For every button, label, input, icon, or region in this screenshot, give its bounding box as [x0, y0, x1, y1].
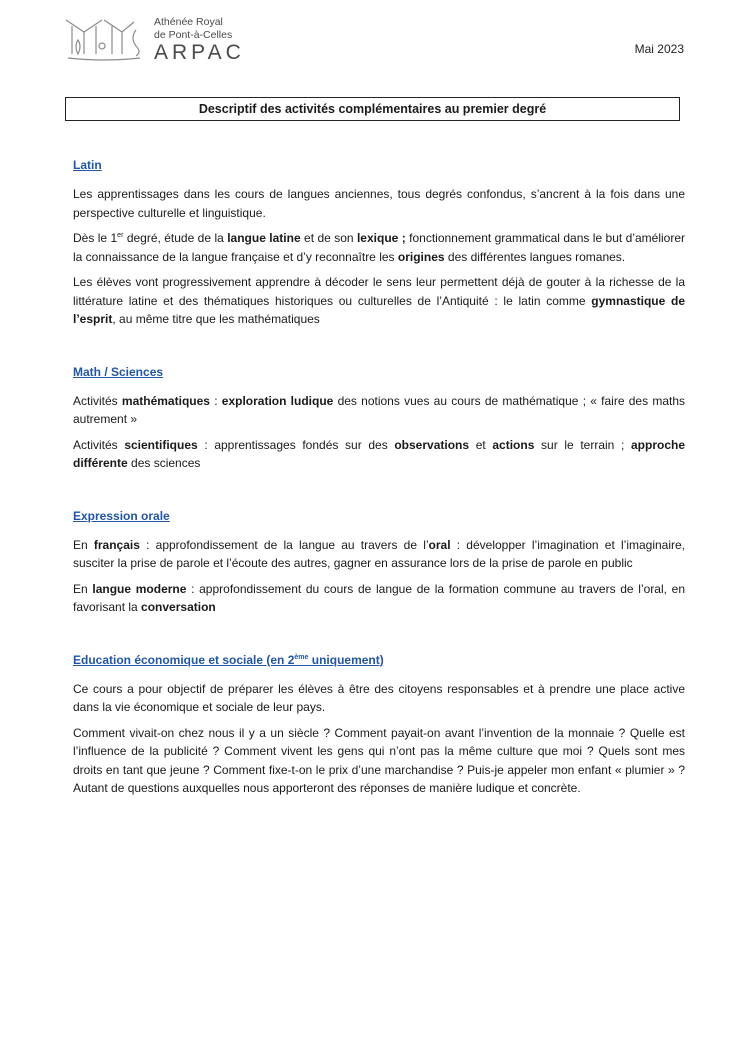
page-header	[62, 14, 684, 64]
document-date: Mai 2023	[634, 42, 684, 56]
school-name	[154, 16, 245, 64]
math-paragraph-1: Activités mathématiques : exploration ludique des notions vues au cours de mathématique ; « faire des maths autrement »	[73, 393, 686, 426]
eco-title-note: (en 2ème uniquement)	[263, 652, 384, 667]
logo-acronym: ARPAC	[154, 41, 245, 64]
document-title: Descriptif des activités complémentaires au premier degré	[65, 97, 680, 121]
oral-paragraph-1: En français : approfondissement de la langue au travers de l’oral : développer l’imagination et l’imaginaire, susciter la prise de parole et l’écoute des autres, gagner en assurance lors de la prise de parole en public	[73, 537, 686, 570]
section-math	[73, 365, 685, 473]
section-eco	[73, 653, 685, 798]
math-paragraph-2: Activités scientifiques : apprentissages fondés sur des observations et actions sur le terrain ; approche différente des sciences	[73, 437, 685, 470]
section-title-oral: Expression orale	[73, 508, 170, 523]
logo-line-2: de Pont-à-Celles	[154, 29, 233, 41]
latin-paragraph-1: Les apprentissages dans les cours de langues anciennes, tous degrés confondus, s’ancrent à la fois dans une perspective culturelle et linguistique.	[73, 187, 685, 220]
section-oral	[73, 509, 685, 617]
eco-paragraph-2: Comment vivait-on chez nous il y a un siècle ? Comment payait-on avant l’invention de la monnaie ? Quelle est l’influence de la publicité ? Comment vivent les gens qui n’ont pas la même culture que moi ? Quels sont mes droits en tant que jeune ? Comment fixe-t-on le prix d’une marchandise ? Puis-je appeler mon enfant « plumier » ? Autant de questions auxquelles nous apporteront des réponses de manière ludique et concrète.	[73, 725, 685, 795]
eco-title: Education économique et sociale	[73, 652, 264, 667]
section-latin	[73, 158, 685, 329]
section-title-latin: Latin	[73, 158, 102, 172]
document-body	[73, 158, 685, 834]
eco-paragraph-1: Ce cours a pour objectif de préparer les élèves à être des citoyens responsables et à prendre une place active dans la vie économique et sociale de leur pays.	[73, 681, 685, 714]
school-logo-icon	[64, 16, 146, 66]
logo-line-1: Athénée Royal	[154, 16, 223, 28]
latin-paragraph-2: Dès le 1er degré, étude de la langue latine et de son lexique ; fonctionnement grammatical dans le but d’améliorer la connaissance de la langue française et d’y reconnaître les origines des différentes langues romanes.	[73, 231, 685, 264]
section-title-eco	[73, 653, 685, 668]
section-title-math: Math / Sciences	[73, 364, 164, 379]
oral-paragraph-2: En langue moderne : approfondissement du cours de langue de la formation commune au travers de l’oral, en favorisant la conversation	[73, 581, 686, 614]
latin-paragraph-3: Les élèves vont progressivement apprendre à décoder le sens leur permettent déjà de gouter à la richesse de la littérature latine et des thématiques historiques ou culturelles de l’Antiquité : le latin comme gymnastique de l’esprit, au même titre que les mathématiques	[73, 275, 686, 326]
